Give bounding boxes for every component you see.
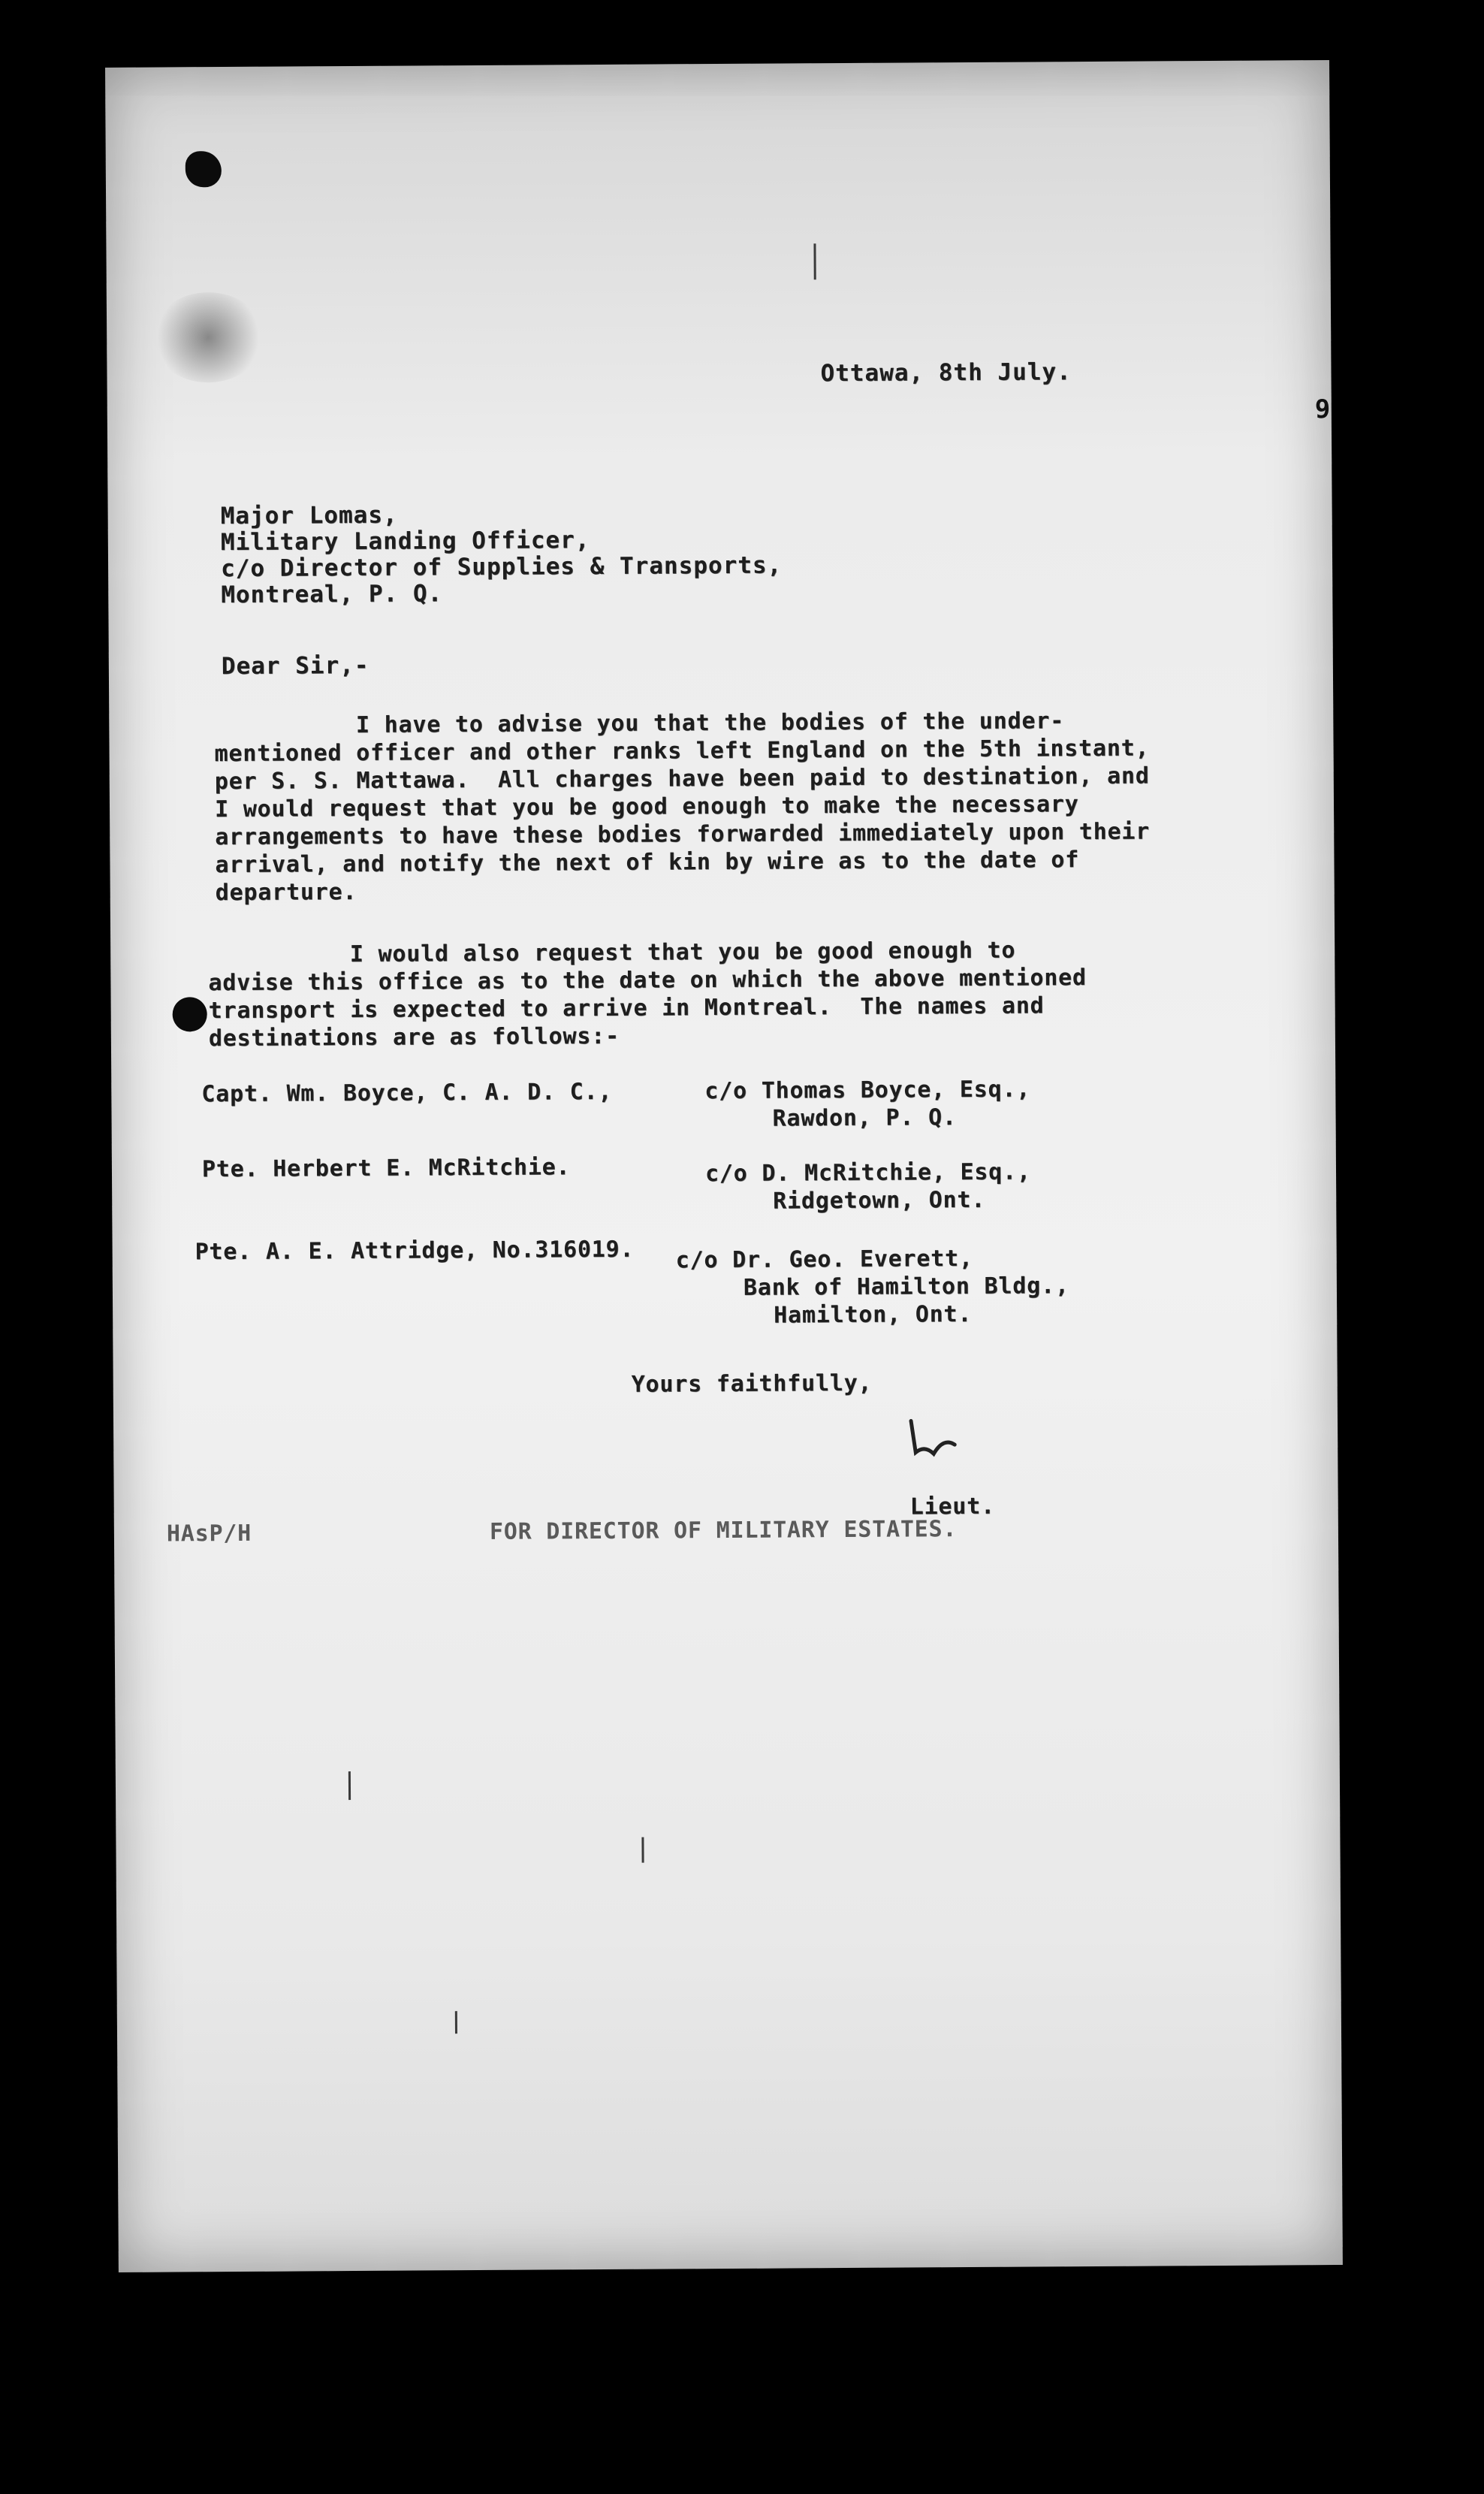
page-number: 9	[1314, 394, 1331, 425]
paragraph-line: advise this office as to the date on which the above mentioned	[208, 965, 1087, 997]
paragraph-line: I would request that you be good enough to make the necessary	[214, 791, 1079, 823]
entry-address-line: Ridgetown, Ont.	[773, 1186, 986, 1215]
margin-mark	[641, 1837, 644, 1863]
paragraph-line: I have to advise you that the bodies of the under-	[214, 708, 1065, 740]
paragraph-line: per S. S. Mattawa. All charges have been paid to destination, and	[214, 762, 1150, 796]
signature-block: FOR DIRECTOR OF MILITARY ESTATES.	[489, 1516, 958, 1545]
typist-initials: HAsP/H	[166, 1520, 252, 1547]
paragraph-line: mentioned officer and other ranks left England on the 5th instant,	[214, 735, 1150, 768]
addressee-line: Military Landing Officer,	[220, 527, 590, 557]
entry-name: Capt. Wm. Boyce, C. A. D. C.,	[201, 1078, 613, 1108]
entry-address-line: c/o D. McRitchie, Esq.,	[704, 1158, 1031, 1188]
margin-mark	[348, 1771, 351, 1800]
ink-smudge	[152, 292, 265, 383]
addressee-line: Major Lomas,	[220, 501, 398, 530]
addressee-line: Montreal, P. Q.	[221, 580, 443, 609]
paragraph-line: destinations are as follows:-	[208, 1022, 620, 1052]
entry-name: Pte. A. E. Attridge, No.316019.	[195, 1236, 635, 1266]
salutation: Dear Sir,-	[221, 651, 369, 681]
punch-hole-middle	[173, 997, 207, 1031]
punch-hole-top	[186, 151, 222, 187]
margin-mark	[455, 2011, 457, 2034]
entry-address-line: c/o Thomas Boyce, Esq.,	[704, 1076, 1031, 1105]
closing: Yours faithfully,	[631, 1369, 873, 1398]
addressee-line: c/o Director of Supplies & Transports,	[220, 551, 783, 583]
paragraph-line: I would also request that you be good enough to	[208, 937, 1016, 969]
entry-name: Pte. Herbert E. McRitchie.	[201, 1154, 571, 1183]
place-date: Ottawa, 8th July.	[820, 358, 1072, 388]
signature-mark	[902, 1415, 970, 1468]
paragraph-line: arrangements to have these bodies forwarded immediately upon their	[215, 818, 1151, 851]
margin-mark	[813, 243, 816, 279]
paragraph-line: departure.	[215, 878, 357, 907]
entry-address-line: c/o Dr. Geo. Everett,	[675, 1245, 973, 1274]
rank: Lieut.	[909, 1493, 996, 1520]
entry-address-line: Hamilton, Ont.	[774, 1300, 973, 1329]
paragraph-line: arrival, and notify the next of kin by wire as to the date of	[215, 847, 1080, 879]
entry-address-line: Rawdon, P. Q.	[772, 1104, 957, 1132]
paragraph-line: transport is expected to arrive in Montreal. The names and	[208, 992, 1045, 1025]
entry-address-line: Bank of Hamilton Bldg.,	[743, 1273, 1069, 1301]
document-page	[105, 60, 1343, 2272]
